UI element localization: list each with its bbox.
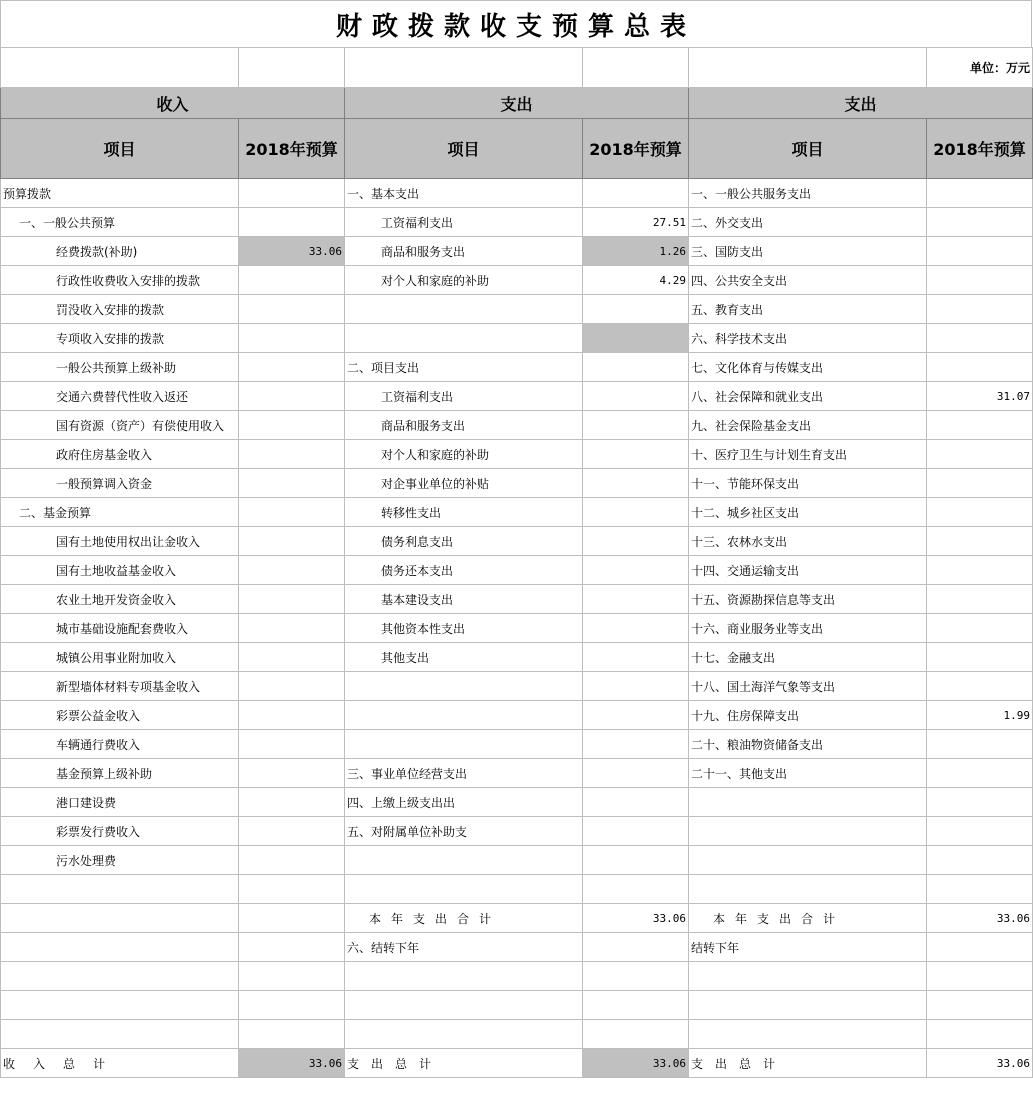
expense-total-value[interactable]: 33.06 xyxy=(583,1049,689,1078)
income-item-cell[interactable]: 一般预算调入资金 xyxy=(1,469,239,498)
function-budget-cell[interactable]: 31.07 xyxy=(927,382,1033,411)
table-row xyxy=(1,556,1033,585)
income-budget-cell[interactable] xyxy=(239,991,345,1020)
group-header-row xyxy=(1,88,1033,119)
expense-budget-cell[interactable] xyxy=(583,991,689,1020)
income-budget-cell[interactable] xyxy=(239,266,345,295)
function-budget-cell[interactable] xyxy=(927,875,1033,904)
table-row xyxy=(1,353,1033,382)
function-item-cell[interactable]: 三、国防支出 xyxy=(689,237,927,266)
function-item-cell[interactable]: 八、社会保障和就业支出 xyxy=(689,382,927,411)
expense-item-cell[interactable]: 工资福利支出 xyxy=(345,208,583,237)
income-total-label[interactable]: 收入总计 xyxy=(1,1049,239,1078)
table-row xyxy=(1,266,1033,295)
function-budget-cell[interactable] xyxy=(927,353,1033,382)
expense-budget-cell[interactable] xyxy=(583,585,689,614)
expense-item-cell[interactable] xyxy=(345,1020,583,1049)
expense-item-cell[interactable]: 本年支出合计 xyxy=(345,904,583,933)
income-budget-cell[interactable] xyxy=(239,904,345,933)
income-budget-cell[interactable] xyxy=(239,875,345,904)
function-item-cell[interactable]: 五、教育支出 xyxy=(689,295,927,324)
expense-budget-cell[interactable] xyxy=(583,295,689,324)
income-item-cell[interactable]: 预算拨款 xyxy=(1,179,239,208)
income-budget-cell[interactable] xyxy=(239,556,345,585)
table-row xyxy=(1,411,1033,440)
table-row xyxy=(1,498,1033,527)
col-budget-expense-1: 2018年预算 xyxy=(583,119,689,179)
page-title: 财政拨款收支预算总表 xyxy=(335,11,696,42)
income-item-cell[interactable]: 罚没收入安排的拨款 xyxy=(1,295,239,324)
function-item-cell[interactable]: 一、一般公共服务支出 xyxy=(689,179,927,208)
income-budget-cell[interactable] xyxy=(239,324,345,353)
budget-table xyxy=(0,47,1033,1078)
table-row xyxy=(1,991,1033,1020)
table-row xyxy=(1,817,1033,846)
function-item-cell[interactable]: 结转下年 xyxy=(689,933,927,962)
expense-budget-cell[interactable] xyxy=(583,440,689,469)
income-item-cell[interactable] xyxy=(1,991,239,1020)
expense-item-cell[interactable] xyxy=(345,846,583,875)
group-income: 收入 xyxy=(1,88,345,119)
function-budget-cell[interactable] xyxy=(927,991,1033,1020)
expense-item-cell[interactable] xyxy=(345,672,583,701)
table-row xyxy=(1,643,1033,672)
function-item-cell[interactable]: 十七、金融支出 xyxy=(689,643,927,672)
function-item-cell[interactable]: 四、公共安全支出 xyxy=(689,266,927,295)
unit-label: 单位：万元 xyxy=(927,48,1033,88)
expense-item-cell[interactable]: 六、结转下年 xyxy=(345,933,583,962)
function-budget-cell[interactable] xyxy=(927,585,1033,614)
expense-item-cell[interactable]: 一、基本支出 xyxy=(345,179,583,208)
expense-item-cell[interactable]: 对个人和家庭的补助 xyxy=(345,440,583,469)
expense-budget-cell[interactable]: 27.51 xyxy=(583,208,689,237)
function-item-cell[interactable]: 二十、粮油物资储备支出 xyxy=(689,730,927,759)
income-item-cell[interactable]: 政府住房基金收入 xyxy=(1,440,239,469)
income-item-cell[interactable]: 行政性收费收入安排的拨款 xyxy=(1,266,239,295)
income-item-cell[interactable] xyxy=(1,1020,239,1049)
expense-item-cell[interactable] xyxy=(345,701,583,730)
col-item-expense-1: 项目 xyxy=(345,119,583,179)
function-item-cell[interactable] xyxy=(689,875,927,904)
expense-budget-cell[interactable] xyxy=(583,179,689,208)
income-budget-cell[interactable] xyxy=(239,962,345,991)
table-row xyxy=(1,585,1033,614)
expense-item-cell[interactable]: 商品和服务支出 xyxy=(345,411,583,440)
expense-item-cell[interactable]: 其他支出 xyxy=(345,643,583,672)
income-budget-cell[interactable] xyxy=(239,498,345,527)
col-budget-income: 2018年预算 xyxy=(239,119,345,179)
income-item-cell[interactable]: 彩票发行费收入 xyxy=(1,817,239,846)
title-bar xyxy=(0,0,1032,47)
expense-item-cell[interactable]: 对个人和家庭的补助 xyxy=(345,266,583,295)
function-budget-cell[interactable] xyxy=(927,440,1033,469)
function-item-cell[interactable]: 六、科学技术支出 xyxy=(689,324,927,353)
income-item-cell[interactable]: 车辆通行费收入 xyxy=(1,730,239,759)
unit-row xyxy=(1,48,1033,88)
income-item-cell[interactable] xyxy=(1,933,239,962)
table-row xyxy=(1,208,1033,237)
income-budget-cell[interactable] xyxy=(239,440,345,469)
function-budget-cell[interactable] xyxy=(927,324,1033,353)
function-item-cell[interactable]: 十五、资源勘探信息等支出 xyxy=(689,585,927,614)
group-expense-1: 支出 xyxy=(345,88,689,119)
expense-item-cell[interactable]: 三、事业单位经营支出 xyxy=(345,759,583,788)
income-budget-cell[interactable] xyxy=(239,672,345,701)
table-row xyxy=(1,469,1033,498)
function-item-cell[interactable] xyxy=(689,817,927,846)
group-expense-2: 支出 xyxy=(689,88,1033,119)
income-budget-cell[interactable] xyxy=(239,527,345,556)
expense-item-cell[interactable]: 对企事业单位的补贴 xyxy=(345,469,583,498)
table-row xyxy=(1,933,1033,962)
expense-item-cell[interactable]: 其他资本性支出 xyxy=(345,614,583,643)
expense-budget-cell[interactable]: 1.26 xyxy=(583,237,689,266)
col-item-income: 项目 xyxy=(1,119,239,179)
table-row xyxy=(1,614,1033,643)
expense-item-cell[interactable] xyxy=(345,875,583,904)
expense-item-cell[interactable] xyxy=(345,962,583,991)
function-item-cell[interactable]: 十九、住房保障支出 xyxy=(689,701,927,730)
table-row xyxy=(1,846,1033,875)
income-item-cell[interactable]: 城市基础设施配套费收入 xyxy=(1,614,239,643)
income-item-cell[interactable]: 国有土地收益基金收入 xyxy=(1,556,239,585)
income-item-cell[interactable]: 国有资源（资产）有偿使用收入 xyxy=(1,411,239,440)
function-item-cell[interactable]: 十八、国土海洋气象等支出 xyxy=(689,672,927,701)
expense-item-cell[interactable]: 基本建设支出 xyxy=(345,585,583,614)
function-budget-cell[interactable] xyxy=(927,846,1033,875)
table-row xyxy=(1,904,1033,933)
expense-budget-cell[interactable] xyxy=(583,846,689,875)
table-row xyxy=(1,672,1033,701)
income-item-cell[interactable]: 交通六费替代性收入返还 xyxy=(1,382,239,411)
expense-budget-cell[interactable] xyxy=(583,556,689,585)
income-item-cell[interactable]: 经费拨款(补助) xyxy=(1,237,239,266)
income-item-cell[interactable]: 专项收入安排的拨款 xyxy=(1,324,239,353)
income-budget-cell[interactable] xyxy=(239,382,345,411)
income-total-value[interactable]: 33.06 xyxy=(239,1049,345,1078)
expense-budget-cell[interactable] xyxy=(583,759,689,788)
function-budget-cell[interactable] xyxy=(927,643,1033,672)
income-budget-cell[interactable] xyxy=(239,208,345,237)
table-row xyxy=(1,440,1033,469)
expense-item-cell[interactable] xyxy=(345,991,583,1020)
income-item-cell[interactable]: 污水处理费 xyxy=(1,846,239,875)
function-budget-cell[interactable] xyxy=(927,527,1033,556)
function-item-cell[interactable]: 十二、城乡社区支出 xyxy=(689,498,927,527)
income-item-cell[interactable]: 基金预算上级补助 xyxy=(1,759,239,788)
function-item-cell[interactable]: 九、社会保险基金支出 xyxy=(689,411,927,440)
table-row xyxy=(1,237,1033,266)
expense-budget-cell[interactable] xyxy=(583,962,689,991)
function-budget-cell[interactable] xyxy=(927,498,1033,527)
table-row xyxy=(1,295,1033,324)
income-budget-cell[interactable] xyxy=(239,933,345,962)
function-budget-cell[interactable] xyxy=(927,295,1033,324)
table-row xyxy=(1,788,1033,817)
function-budget-cell[interactable]: 33.06 xyxy=(927,904,1033,933)
function-item-cell[interactable]: 七、文化体育与传媒支出 xyxy=(689,353,927,382)
expense-item-cell[interactable]: 工资福利支出 xyxy=(345,382,583,411)
function-budget-cell[interactable] xyxy=(927,759,1033,788)
function-budget-cell[interactable] xyxy=(927,237,1033,266)
function-total-value[interactable]: 33.06 xyxy=(927,1049,1033,1078)
expense-item-cell[interactable] xyxy=(345,324,583,353)
function-item-cell[interactable] xyxy=(689,1020,927,1049)
function-budget-cell[interactable]: 1.99 xyxy=(927,701,1033,730)
expense-item-cell[interactable]: 四、上缴上级支出出 xyxy=(345,788,583,817)
function-item-cell[interactable]: 二、外交支出 xyxy=(689,208,927,237)
function-item-cell[interactable] xyxy=(689,846,927,875)
table-row xyxy=(1,527,1033,556)
expense-budget-cell[interactable] xyxy=(583,672,689,701)
function-total-label[interactable]: 支出总计 xyxy=(689,1049,927,1078)
income-budget-cell[interactable] xyxy=(239,295,345,324)
function-item-cell[interactable]: 十四、交通运输支出 xyxy=(689,556,927,585)
income-item-cell[interactable] xyxy=(1,875,239,904)
function-item-cell[interactable]: 本年支出合计 xyxy=(689,904,927,933)
income-budget-cell[interactable] xyxy=(239,353,345,382)
income-item-cell[interactable]: 城镇公用事业附加收入 xyxy=(1,643,239,672)
income-item-cell[interactable]: 一、一般公共预算 xyxy=(1,208,239,237)
expense-budget-cell[interactable]: 4.29 xyxy=(583,266,689,295)
income-budget-cell[interactable] xyxy=(239,817,345,846)
expense-budget-cell[interactable] xyxy=(583,933,689,962)
income-budget-cell[interactable] xyxy=(239,1020,345,1049)
expense-total-label[interactable]: 支出总计 xyxy=(345,1049,583,1078)
function-budget-cell[interactable] xyxy=(927,817,1033,846)
expense-item-cell[interactable]: 转移性支出 xyxy=(345,498,583,527)
function-budget-cell[interactable] xyxy=(927,208,1033,237)
function-budget-cell[interactable] xyxy=(927,614,1033,643)
function-item-cell[interactable]: 十六、商业服务业等支出 xyxy=(689,614,927,643)
expense-budget-cell[interactable] xyxy=(583,1020,689,1049)
table-row xyxy=(1,179,1033,208)
income-item-cell[interactable]: 国有土地使用权出让金收入 xyxy=(1,527,239,556)
expense-budget-cell[interactable] xyxy=(583,701,689,730)
function-budget-cell[interactable] xyxy=(927,179,1033,208)
col-budget-expense-2: 2018年预算 xyxy=(927,119,1033,179)
expense-item-cell[interactable] xyxy=(345,730,583,759)
table-row xyxy=(1,759,1033,788)
income-budget-cell[interactable] xyxy=(239,614,345,643)
expense-budget-cell[interactable] xyxy=(583,730,689,759)
function-budget-cell[interactable] xyxy=(927,411,1033,440)
table-row xyxy=(1,382,1033,411)
income-item-cell[interactable] xyxy=(1,962,239,991)
table-row xyxy=(1,324,1033,353)
income-item-cell[interactable]: 一般公共预算上级补助 xyxy=(1,353,239,382)
income-budget-cell[interactable] xyxy=(239,411,345,440)
income-budget-cell[interactable] xyxy=(239,469,345,498)
expense-budget-cell[interactable] xyxy=(583,353,689,382)
income-budget-cell[interactable] xyxy=(239,846,345,875)
function-budget-cell[interactable] xyxy=(927,266,1033,295)
income-budget-cell[interactable] xyxy=(239,759,345,788)
income-budget-cell[interactable] xyxy=(239,701,345,730)
income-budget-cell[interactable] xyxy=(239,788,345,817)
function-item-cell[interactable] xyxy=(689,991,927,1020)
col-item-expense-2: 项目 xyxy=(689,119,927,179)
totals-row xyxy=(1,1049,1033,1078)
function-budget-cell[interactable] xyxy=(927,933,1033,962)
expense-budget-cell[interactable] xyxy=(583,875,689,904)
income-item-cell[interactable]: 港口建设费 xyxy=(1,788,239,817)
income-budget-cell[interactable] xyxy=(239,730,345,759)
table-row xyxy=(1,962,1033,991)
expense-budget-cell[interactable] xyxy=(583,324,689,353)
expense-budget-cell[interactable]: 33.06 xyxy=(583,904,689,933)
function-budget-cell[interactable] xyxy=(927,962,1033,991)
income-budget-cell[interactable] xyxy=(239,585,345,614)
function-item-cell[interactable]: 十、医疗卫生与计划生育支出 xyxy=(689,440,927,469)
column-header-row xyxy=(1,119,1033,179)
expense-item-cell[interactable]: 商品和服务支出 xyxy=(345,237,583,266)
expense-item-cell[interactable]: 五、对附属单位补助支 xyxy=(345,817,583,846)
expense-budget-cell[interactable] xyxy=(583,614,689,643)
function-budget-cell[interactable] xyxy=(927,1020,1033,1049)
income-item-cell[interactable]: 农业土地开发资金收入 xyxy=(1,585,239,614)
function-budget-cell[interactable] xyxy=(927,788,1033,817)
expense-budget-cell[interactable] xyxy=(583,382,689,411)
expense-budget-cell[interactable] xyxy=(583,498,689,527)
income-item-cell[interactable]: 新型墙体材料专项基金收入 xyxy=(1,672,239,701)
expense-budget-cell[interactable] xyxy=(583,411,689,440)
function-item-cell[interactable] xyxy=(689,962,927,991)
function-budget-cell[interactable] xyxy=(927,730,1033,759)
income-item-cell[interactable]: 彩票公益金收入 xyxy=(1,701,239,730)
expense-budget-cell[interactable] xyxy=(583,527,689,556)
income-item-cell[interactable]: 二、基金预算 xyxy=(1,498,239,527)
income-budget-cell[interactable] xyxy=(239,179,345,208)
function-budget-cell[interactable] xyxy=(927,469,1033,498)
expense-item-cell[interactable]: 债务利息支出 xyxy=(345,527,583,556)
expense-budget-cell[interactable] xyxy=(583,817,689,846)
income-budget-cell[interactable]: 33.06 xyxy=(239,237,345,266)
income-budget-cell[interactable] xyxy=(239,643,345,672)
expense-item-cell[interactable] xyxy=(345,295,583,324)
function-item-cell[interactable]: 十三、农林水支出 xyxy=(689,527,927,556)
function-budget-cell[interactable] xyxy=(927,556,1033,585)
table-row xyxy=(1,1020,1033,1049)
table-row xyxy=(1,701,1033,730)
function-item-cell[interactable] xyxy=(689,788,927,817)
expense-item-cell[interactable]: 二、项目支出 xyxy=(345,353,583,382)
table-row xyxy=(1,875,1033,904)
table-row xyxy=(1,730,1033,759)
expense-budget-cell[interactable] xyxy=(583,643,689,672)
function-item-cell[interactable]: 十一、节能环保支出 xyxy=(689,469,927,498)
function-budget-cell[interactable] xyxy=(927,672,1033,701)
expense-budget-cell[interactable] xyxy=(583,469,689,498)
expense-item-cell[interactable]: 债务还本支出 xyxy=(345,556,583,585)
income-item-cell[interactable] xyxy=(1,904,239,933)
expense-budget-cell[interactable] xyxy=(583,788,689,817)
function-item-cell[interactable]: 二十一、其他支出 xyxy=(689,759,927,788)
